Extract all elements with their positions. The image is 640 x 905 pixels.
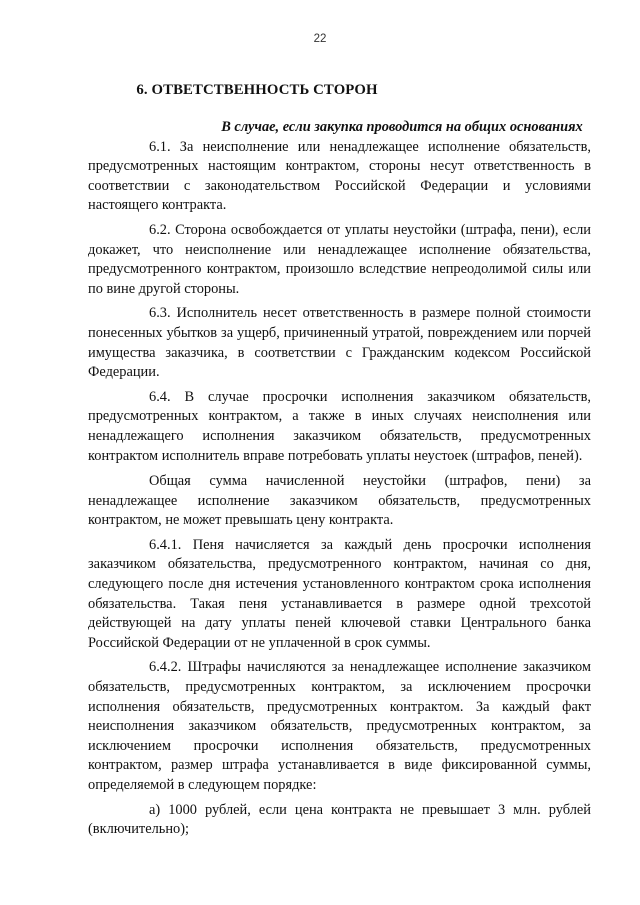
- paragraph-total-penalty: Общая сумма начисленной неустойки (штрафов, пени) за ненадлежащее исполнение заказчиком обязательств, предусмотренных контрактом, не может превышать цену контракта.: [88, 473, 591, 529]
- paragraph-item-a: а) 1000 рублей, если цена контракта не превышает 3 млн. рублей (включительно);: [88, 801, 591, 838]
- section-title: 6. ОТВЕТСТВЕННОСТЬ СТОРОН: [136, 82, 378, 98]
- document-body: [88, 118, 591, 840]
- paragraph-6-1: 6.1. За неисполнение или ненадлежащее исполнение обязательств, предусмотренных настоящим контрактом, стороны несут ответственность в соответствии с законодательством Российской Федерации и условиями настоящего контракта.: [88, 138, 591, 214]
- paragraph-6-2: 6.2. Сторона освобождается от уплаты неустойки (штрафа, пени), если докажет, что неисполнение или ненадлежащее исполнение обязательства, предусмотренного контрактом, произошло вследствие непреодолимой силы или по вине другой стороны.: [88, 221, 591, 297]
- paragraph-6-4-1: 6.4.1. Пеня начисляется за каждый день просрочки исполнения заказчиком обязательства, предусмотренного контрактом, начиная со дня, следующего после дня истечения установленного контрактом срока исполнения обязательства. Такая пеня устанавливается в размере одной трехсотой действующей на дату уплаты пеней ключевой ставки Центрального банка Российской Федерации от не уплаченной в срок суммы.: [88, 536, 591, 651]
- page-number: 22: [313, 33, 327, 45]
- paragraph-6-4-2: 6.4.2. Штрафы начисляются за ненадлежащее исполнение заказчиком обязательств, предусмотренных контрактом, за исключением просрочки исполнения обязательств, предусмотренных контрактом. За каждый факт неисполнения заказчиком обязательств, предусмотренных контрактом, за исключением просрочки исполнения обязательств, предусмотренных контрактом, размер штрафа устанавливается в виде фиксированной суммы, определяемой в следующем порядке:: [88, 659, 591, 793]
- paragraph-6-3: 6.3. Исполнитель несет ответственность в размере полной стоимости понесенных убытков за ущерб, причиненный утратой, повреждением или порчей имущества заказчика, в соответствии с Гражданским кодексом Российской Федерации.: [88, 305, 591, 381]
- subheading: В случае, если закупка проводится на общих основаниях: [221, 119, 583, 135]
- paragraph-6-4: 6.4. В случае просрочки исполнения заказчиком обязательств, предусмотренных контрактом, а также в иных случаях неисполнения или ненадлежащего исполнения заказчиком обязательств, предусмотренных контрактом исполнитель вправе потребовать уплаты неустоек (штрафов, пеней).: [88, 388, 591, 464]
